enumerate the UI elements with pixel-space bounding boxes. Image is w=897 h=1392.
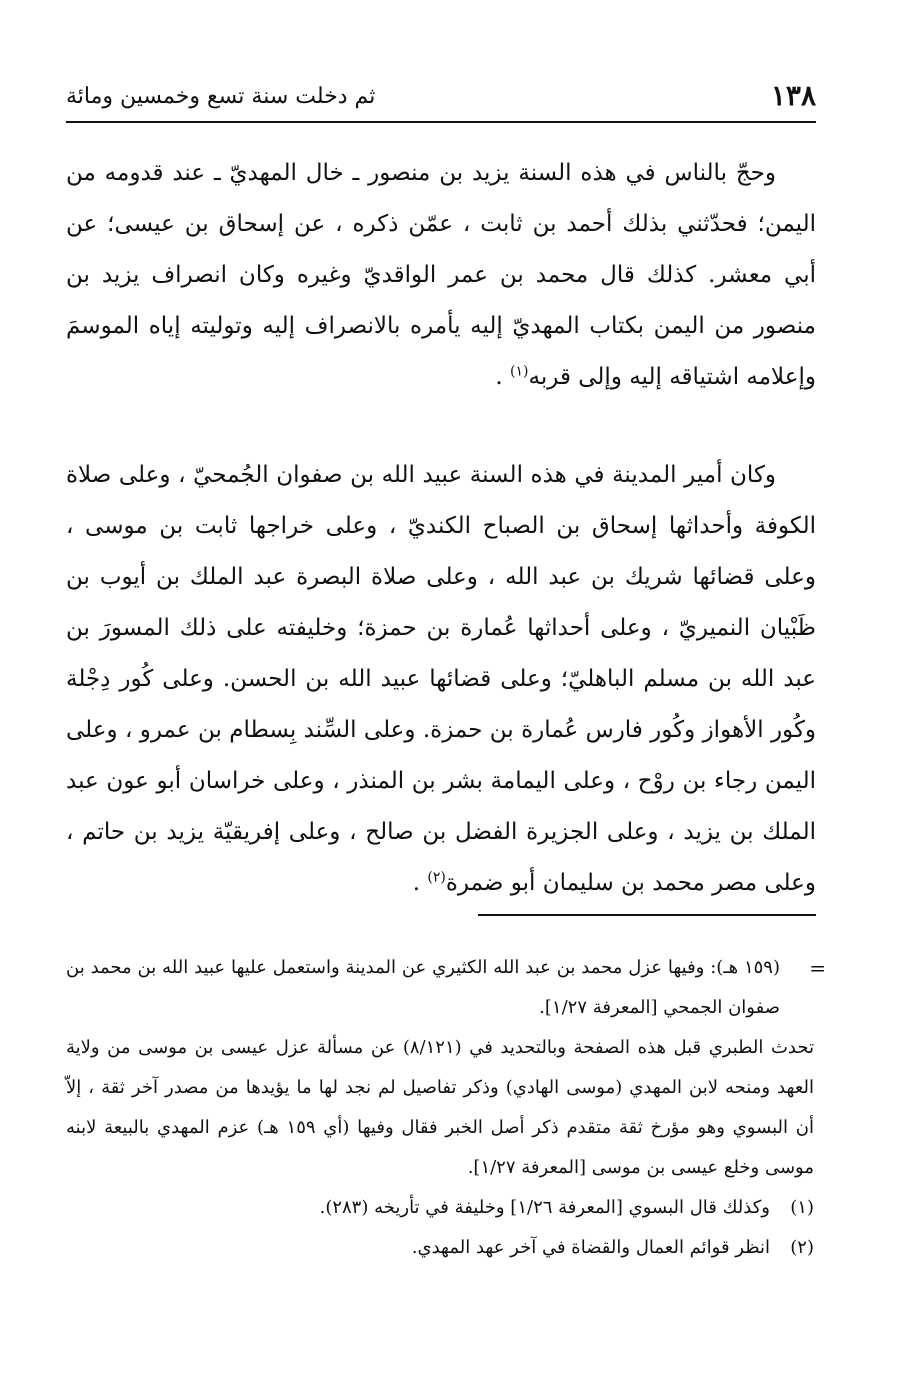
footnote-text: انظر قوائم العمال والقضاة في آخر عهد المهدي. — [411, 1237, 770, 1258]
editor-note: تحدث الطبري قبل هذه الصفحة وبالتحديد في (٨/١٢١) عن مسألة عزل عيسى بن موسى من ولاية العهد ومنحه لابن المهدي (موسى الهادي) وذكر تفاصيل لم نجد لها ما يؤيدها من مصدر آخر ثقة ، إلاّ أن البسوي وهو مؤرخ ثقة متقدم ذكر أصل الخبر فقال وفيها (أي ١٥٩ هـ) عزم المهدي بالبيعة لابنه موسى وخلع عيسى بن موسى [المعرفة ١/٢٧]. — [66, 1037, 814, 1178]
footnote-2 — [66, 1228, 826, 1268]
body-paragraph-2 — [66, 450, 816, 909]
footnote-number: (٢) — [790, 1237, 814, 1258]
page-number: ١٣٨ — [770, 79, 816, 112]
continuation-mark: = — [809, 956, 826, 980]
header-rule — [66, 121, 816, 123]
paragraph-text: وكان أمير المدينة في هذه السنة عبيد الله بن صفوان الجُمحيّ ، وعلى صلاة الكوفة وأحداثها إسحاق بن الصباح الكنديّ ، وعلى خراجها ثابت بن موسى ، وعلى قضائها شريك بن عبد الله ، وعلى صلاة البصرة عبد الملك بن أيوب بن ظَبْيان النميريّ ، وعلى أحداثها عُمارة بن حمزة؛ وخليفته على ذلك المسورَ بن عبد الله بن مسلم الباهليّ؛ وعلى قضائها عبيد الله بن الحسن. وعلى كُور دِجْلة وكُور الأهواز وكُور فارس عُمارة بن حمزة. وعلى السِّند بِسطام بن عمرو ، وعلى اليمن رجاء بن روْح ، وعلى اليمامة بشر بن المنذر ، وعلى خراسان أبو عون عبد الملك بن يزيد ، وعلى الجزيرة الفضل بن صالح ، وعلى إفريقيّة يزيد بن حاتم ، وعلى مصر محمد بن سليمان أبو ضمرة — [66, 462, 816, 896]
paragraph-end: . — [412, 870, 428, 896]
footnote-number: (١) — [790, 1197, 814, 1218]
footnote-separator — [478, 914, 816, 916]
running-head: ثم دخلت سنة تسع وخمسين ومائة — [66, 84, 376, 109]
continued-note: (١٥٩ هـ): وفيها عزل محمد بن عبد الله الكثيري عن المدينة واستعمل عليها عبيد الله بن محمد بن صفوان الجمحي [المعرفة ١/٢٧]. — [66, 957, 780, 1018]
page-header — [66, 76, 816, 120]
body-paragraph-1 — [66, 148, 816, 403]
footnote-ref-1[interactable]: (١) — [510, 363, 529, 380]
paragraph-end: . — [495, 364, 511, 390]
footnotes-section — [66, 948, 826, 1268]
footnote-1 — [66, 1188, 826, 1228]
paragraph-text: وحجّ بالناس في هذه السنة يزيد بن منصور ـ خال المهديّ ـ عند قدومه من اليمن؛ فحدّثني بذلك أحمد بن ثابت ، عمّن ذكره ، عن إسحاق بن عيسى؛ عن أبي معشر. كذلك قال محمد بن عمر الواقديّ وغيره وكان انصراف يزيد بن منصور من اليمن بكتاب المهديّ إليه يأمره بالانصراف إليه وتوليته إياه الموسمَ وإعلامه اشتياقه إليه وإلى قربه — [66, 160, 816, 390]
footnote-ref-2[interactable]: (٢) — [427, 869, 446, 886]
footnote-text: وكذلك قال البسوي [المعرفة ١/٢٦] وخليفة في تأريخه (٢٨٣). — [319, 1197, 770, 1218]
